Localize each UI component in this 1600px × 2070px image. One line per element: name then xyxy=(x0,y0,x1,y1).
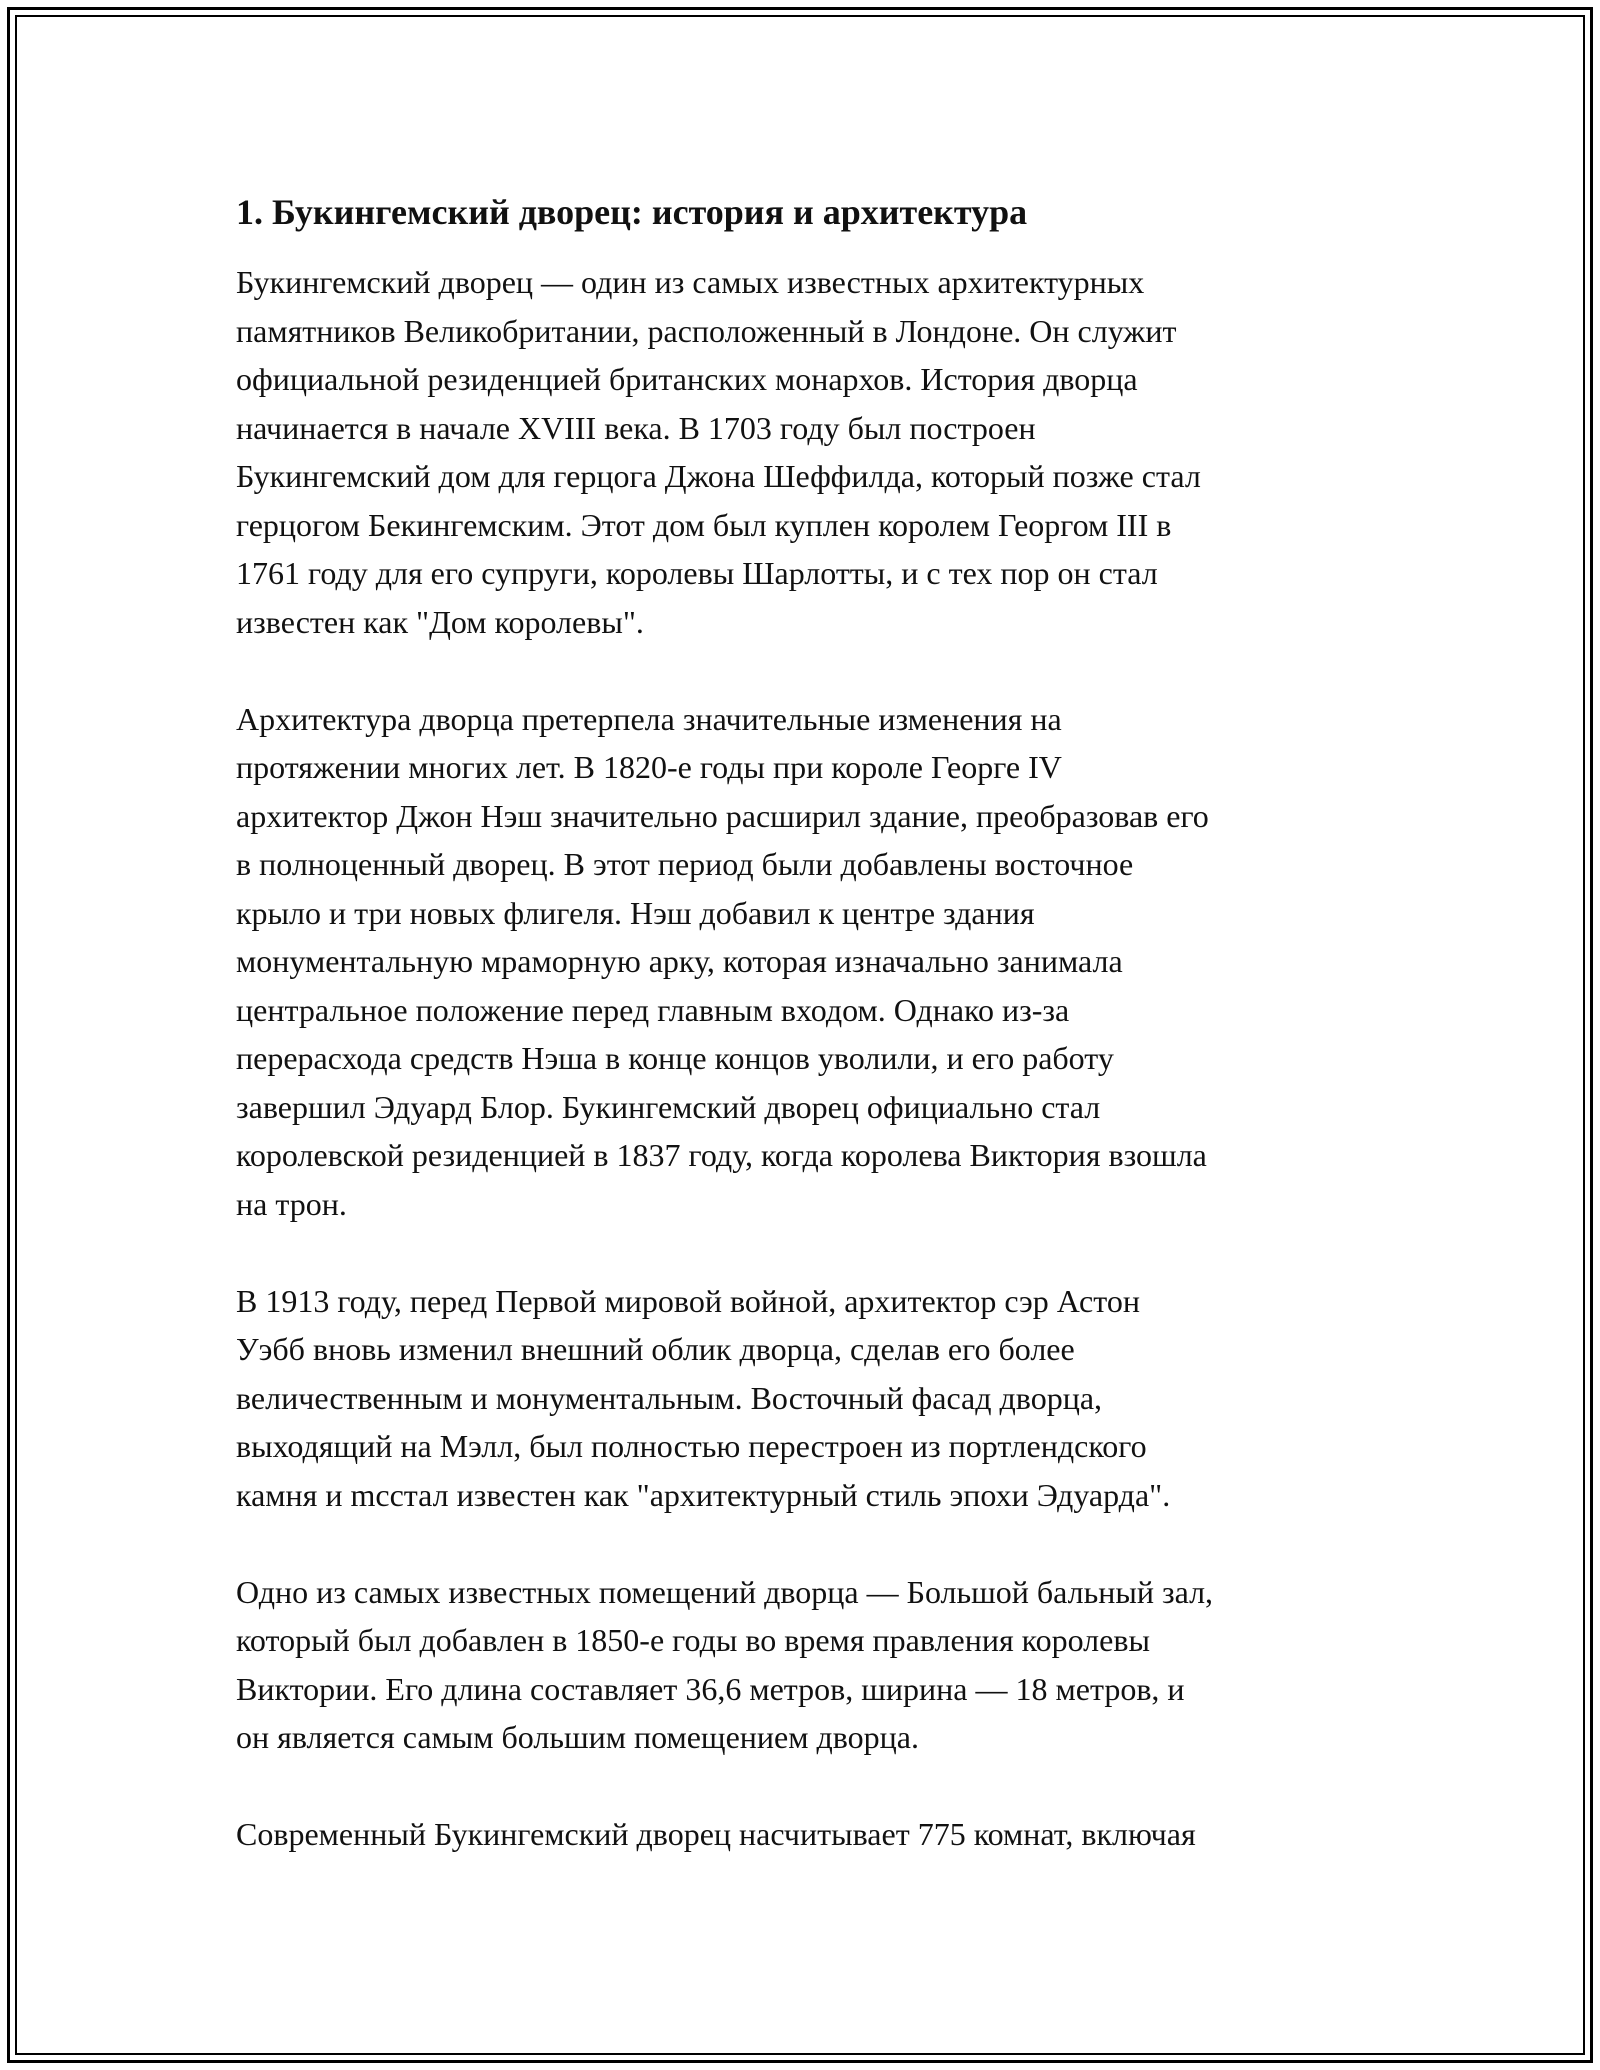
text-line: герцогом Бекингемским. Этот дом был куплен королем Георгом III в xyxy=(236,506,1172,543)
document-body xyxy=(236,188,1386,1907)
text-line: завершил Эдуард Блор. Букингемский дворец официально стал xyxy=(236,1088,1101,1125)
paragraph-1913 xyxy=(236,1277,1386,1520)
text-line: 1761 году для его супруги, королевы Шарлотты, и с тех пор он стал xyxy=(236,555,1158,591)
text-line: центральное положение перед главным входом. Однако из-за xyxy=(236,991,1070,1028)
text-line: перерасхода средств Нэша в конце концов уволили, и его работу xyxy=(236,1040,1114,1076)
section-title: 1. Букингемский дворец: история и архитектура xyxy=(236,192,1028,232)
text-line: Уэбб вновь изменил внешний облик дворца, сделав его более xyxy=(236,1331,1075,1367)
text-line: Букингемский дворец — один из самых известных архитектурных xyxy=(236,264,1145,300)
text-line: Виктории. Его длина составляет 36,6 метров, ширина — 18 метров, и xyxy=(236,1670,1185,1707)
text-line: В 1913 году, перед Первой мировой войной, архитектор сэр Астон xyxy=(236,1282,1140,1319)
text-line: королевской резиденцией в 1837 году, когда королева Виктория взошла xyxy=(236,1137,1207,1173)
text-line: Современный Букингемский дворец насчитывает 775 комнат, включая xyxy=(236,1816,1196,1852)
text-line: архитектор Джон Нэш значительно расширил здание, преобразовав его xyxy=(236,797,1209,834)
text-line: крыло и три новых флигеля. Нэш добавил к центре здания xyxy=(236,894,1035,931)
text-line: известен как "Дом королевы". xyxy=(236,603,644,640)
text-line: Одно из самых известных помещений дворца — Большой бальный зал, xyxy=(236,1573,1214,1610)
text-line: официальной резиденцией британских монархов. История дворца xyxy=(236,361,1138,397)
text-line: выходящий на Мэлл, был полностью перестроен из портлендского xyxy=(236,1428,1147,1464)
text-line: начинается в начале XVIII века. В 1703 году был построен xyxy=(236,409,1036,446)
text-line: на трон. xyxy=(236,1185,347,1222)
paragraph-modern xyxy=(236,1810,1386,1859)
paragraph-architecture xyxy=(236,695,1386,1229)
text-line: Архитектура дворца претерпела значительные изменения на xyxy=(236,700,1062,737)
text-line: протяжении многих лет. В 1820-е годы при короле Георге IV xyxy=(236,749,1062,785)
text-line: памятников Великобритании, расположенный в Лондоне. Он служит xyxy=(236,312,1177,349)
text-line: который был добавлен в 1850-е годы во время правления королевы xyxy=(236,1622,1150,1658)
text-line: Букингемский дом для герцога Джона Шеффилда, который позже стал xyxy=(236,458,1201,494)
text-line: в полноценный дворец. В этот период были добавлены восточное xyxy=(236,846,1134,882)
paragraph-history xyxy=(236,258,1386,646)
text-line: он является самым большим помещением дворца. xyxy=(236,1719,919,1755)
text-line: монументальную мраморную арку, которая изначально занимала xyxy=(236,943,1123,979)
paragraph-ballroom xyxy=(236,1568,1386,1762)
text-line: камня и mсстал известен как "архитектурный стиль эпохи Эдуарда". xyxy=(236,1476,1171,1513)
text-line: величественным и монументальным. Восточный фасад дворца, xyxy=(236,1379,1103,1416)
